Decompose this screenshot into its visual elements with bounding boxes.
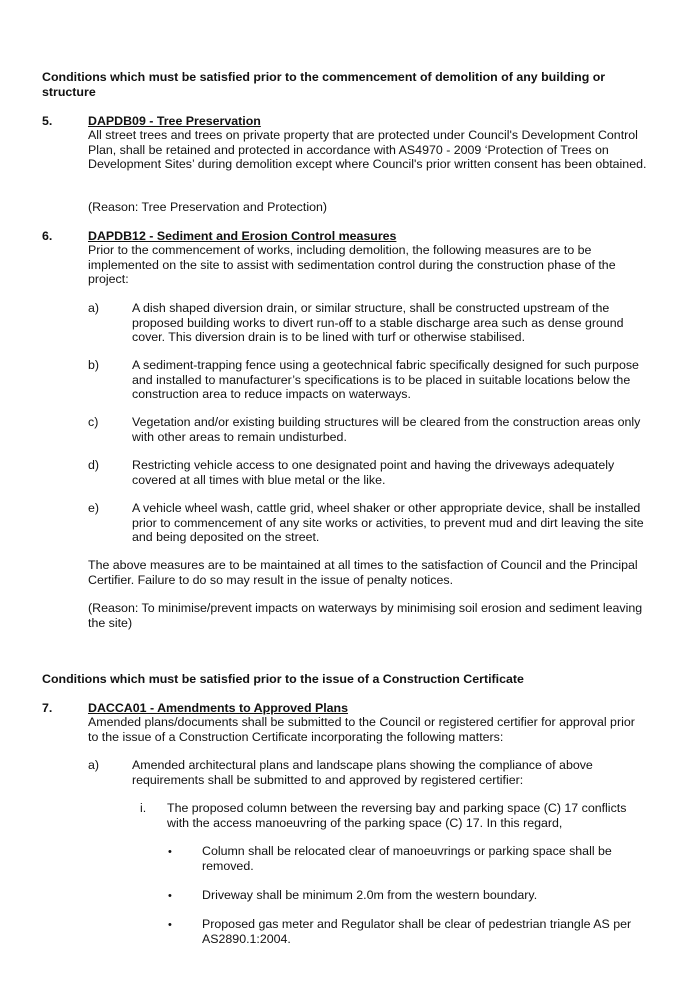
- list-item-marker: a): [88, 758, 100, 772]
- condition-reason: (Reason: Tree Preservation and Protection): [88, 200, 327, 214]
- bullet-icon: •: [168, 846, 172, 858]
- list-item-text: A sediment-trapping fence using a geotechnical fabric specifically designed for such purpose and installed to manufacturer’s specifications is to be placed in suitable locations below the construction area to reduce impacts on waterways.: [132, 358, 639, 402]
- list-item-marker: d): [88, 458, 100, 472]
- condition-reason: (Reason: To minimise/prevent impacts on waterways by minimising soil erosion and sediment leaving the site): [88, 601, 643, 630]
- condition-maintenance-note: The above measures are to be maintained at all times to the satisfaction of Council and the Principal Certifier. Failure to do so may result in the issue of penalty notices.: [88, 558, 638, 587]
- condition-intro: Amended plans/documents shall be submitted to the Council or registered certifier for approval prior to the issue of a Construction Certificate incorporating the following matters:: [88, 715, 635, 744]
- list-item-marker: c): [88, 415, 99, 429]
- sub-item-marker: i.: [140, 801, 147, 815]
- bullet-text: Column shall be relocated clear of manoeuvrings or parking space shall be removed.: [202, 844, 612, 873]
- section-heading-construction-certificate: Conditions which must be satisfied prior to the issue of a Construction Certificate: [42, 672, 524, 686]
- condition-title-amendments: DACCA01 - Amendments to Approved Plans: [88, 701, 349, 715]
- bullet-text: Proposed gas meter and Regulator shall be clear of pedestrian triangle AS per AS2890.1:2004.: [202, 917, 632, 946]
- list-item-marker: e): [88, 501, 100, 515]
- list-item-marker: a): [88, 301, 100, 315]
- condition-body: All street trees and trees on private property that are protected under Council's Development Control Plan, shall be retained and protected in accordance with AS4970 - 2009 ‘Protection of Trees on Development Sites’ during demolition except where Council's prior written consent has been obtained.: [88, 128, 647, 172]
- list-item-text: A vehicle wheel wash, cattle grid, wheel shaker or other appropriate device, shall be installed prior to commencement of any site works or activities, to prevent mud and dirt leaving the site and being deposited on the street.: [132, 501, 644, 545]
- condition-title-sediment-erosion: DAPDB12 - Sediment and Erosion Control measures: [88, 229, 397, 243]
- sub-item-text: The proposed column between the reversing bay and parking space (C) 17 conflicts with the access manoeuvring of the parking space (C) 17. In this regard,: [167, 801, 627, 830]
- list-item-text: Restricting vehicle access to one designated point and having the driveways adequately covered at all times with blue metal or the like.: [132, 458, 615, 487]
- bullet-text: Driveway shall be minimum 2.0m from the western boundary.: [202, 888, 538, 902]
- list-item-text: Amended architectural plans and landscape plans showing the compliance of above requirements shall be submitted to and approved by registered certifier:: [132, 758, 593, 787]
- condition-title-tree-preservation: DAPDB09 - Tree Preservation: [88, 114, 261, 128]
- condition-number: 7.: [42, 701, 53, 715]
- bullet-icon: •: [168, 890, 172, 902]
- section-heading-demolition: Conditions which must be satisfied prior to the commencement of demolition of any building or structure: [42, 70, 606, 99]
- bullet-icon: •: [168, 919, 172, 931]
- list-item-marker: b): [88, 358, 100, 372]
- condition-number: 5.: [42, 114, 53, 128]
- condition-intro: Prior to the commencement of works, including demolition, the following measures are to be implemented on the site to assist with sedimentation control during the construction phase of the project:: [88, 243, 616, 287]
- list-item-text: Vegetation and/or existing building structures will be cleared from the construction areas only with other areas to remain undisturbed.: [132, 415, 641, 444]
- condition-number: 6.: [42, 229, 53, 243]
- list-item-text: A dish shaped diversion drain, or similar structure, shall be constructed upstream of the proposed building works to divert run-off to a stable discharge area such as dense ground cover. This diversion drain is to be lined with turf or otherwise stabilised.: [132, 301, 624, 345]
